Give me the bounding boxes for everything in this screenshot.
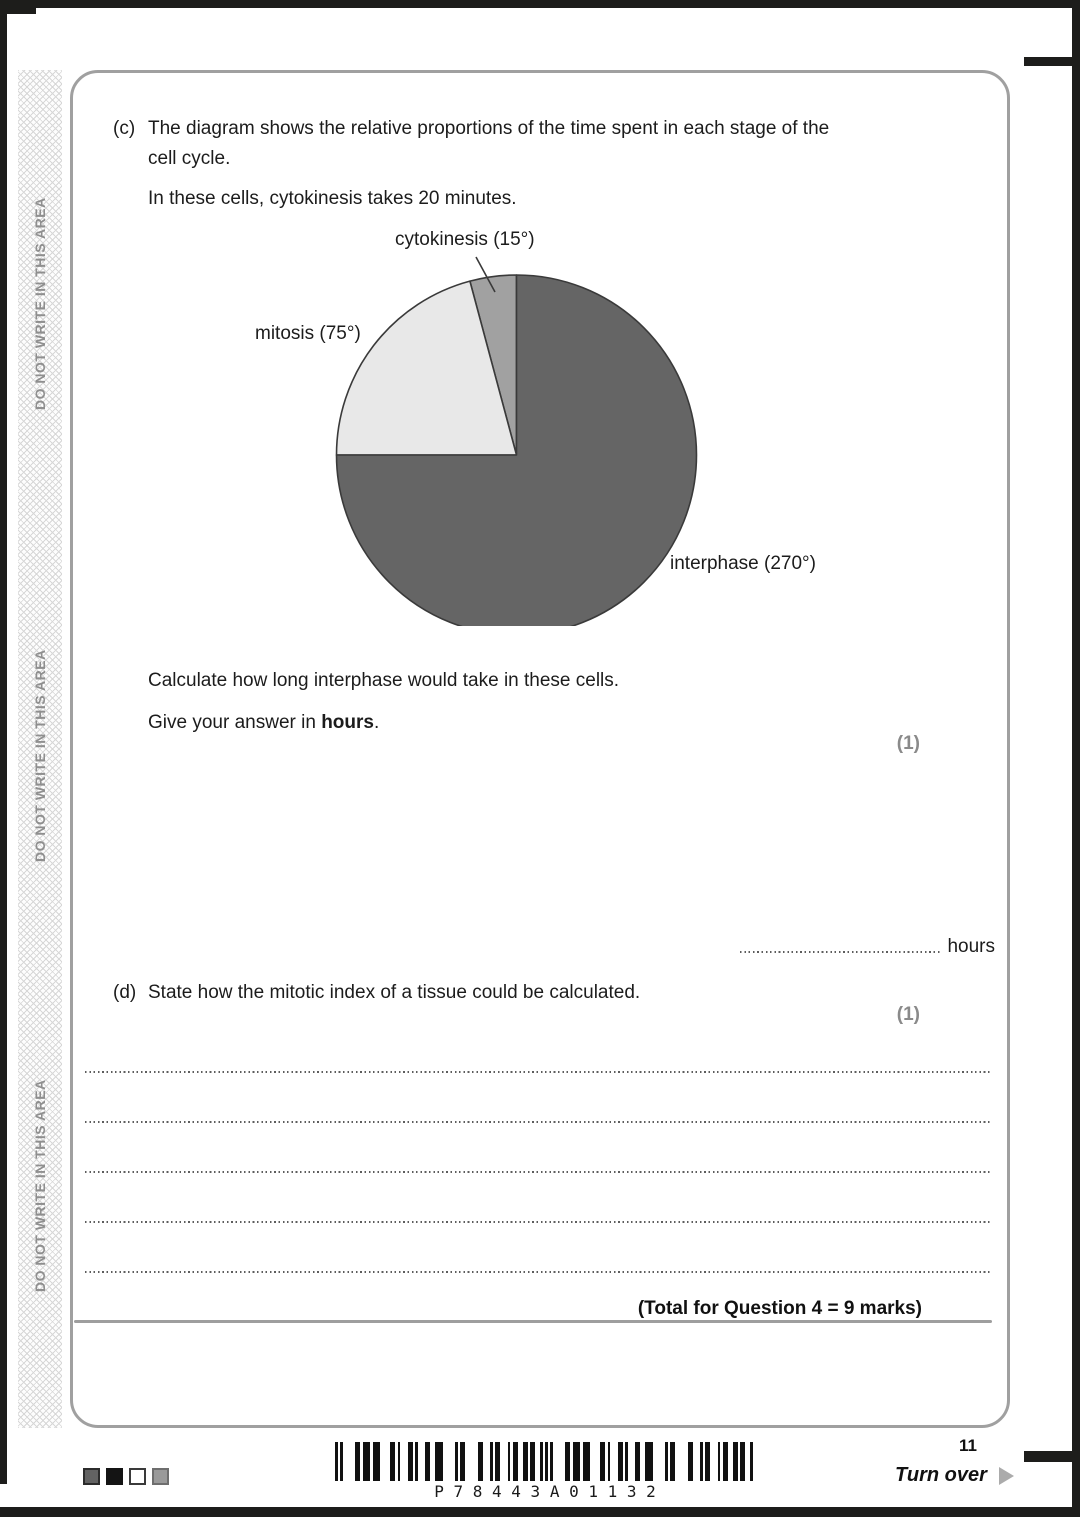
barcode-gap: [483, 1442, 491, 1481]
pie-chart-svg: [326, 245, 707, 626]
page-trim-right: [1072, 0, 1080, 1517]
question-c-intro: In these cells, cytokinesis takes 20 minutes.: [148, 188, 517, 209]
question-c-task: Calculate how long interphase would take in these cells.: [148, 670, 620, 691]
page-trim-top: [0, 0, 1080, 8]
question-c-stem: [113, 114, 829, 174]
pie-label-cytokinesis: cytokinesis (15°): [395, 229, 535, 250]
calibration-square: [106, 1468, 123, 1485]
answer-line[interactable]: [85, 1171, 990, 1173]
question-d-marks: (1): [896, 1004, 920, 1025]
registration-notch: [7, 8, 36, 14]
barcode-gap: [465, 1442, 478, 1481]
turn-over-label: Turn over: [895, 1464, 987, 1486]
barcode-gap: [418, 1442, 426, 1481]
question-box: [70, 70, 1010, 1428]
answer-instruction-suffix: .: [373, 712, 380, 733]
question-c-line-2: cell cycle.: [148, 148, 231, 169]
total-marks-text: (Total for Question 4 = 9 marks): [637, 1298, 922, 1319]
page-trim-left: [0, 0, 7, 1484]
barcode: [335, 1442, 755, 1501]
calibration-square: [129, 1468, 146, 1485]
barcode-text: P 7 8 4 4 3 A 0 1 1 3 2: [434, 1482, 656, 1501]
barcode-gap: [590, 1442, 600, 1481]
do-not-write-text: DO NOT WRITE IN THIS AREA: [32, 1079, 48, 1293]
barcode-bar: [583, 1442, 591, 1481]
question-d-text: State how the mitotic index of a tissue could be calculated.: [148, 982, 641, 1003]
barcode-gap: [500, 1442, 508, 1481]
question-d-label: (d): [113, 982, 137, 1003]
hours-answer-blank[interactable]: [740, 951, 940, 953]
barcode-gap: [628, 1442, 636, 1481]
barcode-bar: [645, 1442, 653, 1481]
answer-line[interactable]: [85, 1221, 990, 1223]
do-not-write-text: DO NOT WRITE IN THIS AREA: [32, 197, 48, 411]
barcode-gap: [380, 1442, 390, 1481]
answer-instruction-prefix: Give your answer in: [148, 712, 322, 733]
answer-line[interactable]: [85, 1271, 990, 1273]
registration-tick-top: [1024, 57, 1072, 66]
question-c-label: (c): [113, 118, 136, 139]
turn-over-arrow-icon: [999, 1467, 1014, 1485]
barcode-bars: [335, 1442, 755, 1481]
registration-tick-bottom: [1024, 1451, 1072, 1462]
pie-label-mitosis: mitosis (75°): [255, 323, 361, 344]
barcode-gap: [675, 1442, 688, 1481]
barcode-gap: [343, 1442, 356, 1481]
barcode-gap: [610, 1442, 618, 1481]
barcode-gap: [753, 1442, 756, 1481]
do-not-write-text: DO NOT WRITE IN THIS AREA: [32, 649, 48, 863]
print-calibration-squares: [83, 1468, 169, 1485]
barcode-gap: [653, 1442, 666, 1481]
page-number: 11: [959, 1436, 977, 1455]
pie-label-interphase: interphase (270°): [670, 553, 816, 574]
calibration-square: [83, 1468, 100, 1485]
page-trim-bottom: [0, 1507, 1080, 1517]
barcode-gap: [553, 1442, 566, 1481]
barcode-bar: [573, 1442, 581, 1481]
barcode-bar: [363, 1442, 371, 1481]
calibration-square: [152, 1468, 169, 1485]
answer-line[interactable]: [85, 1121, 990, 1123]
barcode-gap: [443, 1442, 456, 1481]
barcode-gap: [710, 1442, 718, 1481]
answer-instruction-unit: hours: [321, 712, 374, 733]
barcode-gap: [693, 1442, 701, 1481]
turn-over: [895, 1464, 1014, 1487]
barcode-bar: [373, 1442, 381, 1481]
answer-line[interactable]: [85, 1071, 990, 1073]
question-c-line-1: The diagram shows the relative proportions of the time spent in each stage of the: [148, 118, 830, 139]
question-c-answer-instruction: [148, 708, 379, 738]
hours-answer-row: [740, 936, 995, 958]
question-d-stem: [113, 978, 640, 1008]
question-c-marks: (1): [896, 733, 920, 754]
hours-unit-label: hours: [947, 936, 995, 957]
barcode-gap: [400, 1442, 408, 1481]
barcode-bar: [435, 1442, 443, 1481]
total-separator-line: [74, 1320, 992, 1323]
